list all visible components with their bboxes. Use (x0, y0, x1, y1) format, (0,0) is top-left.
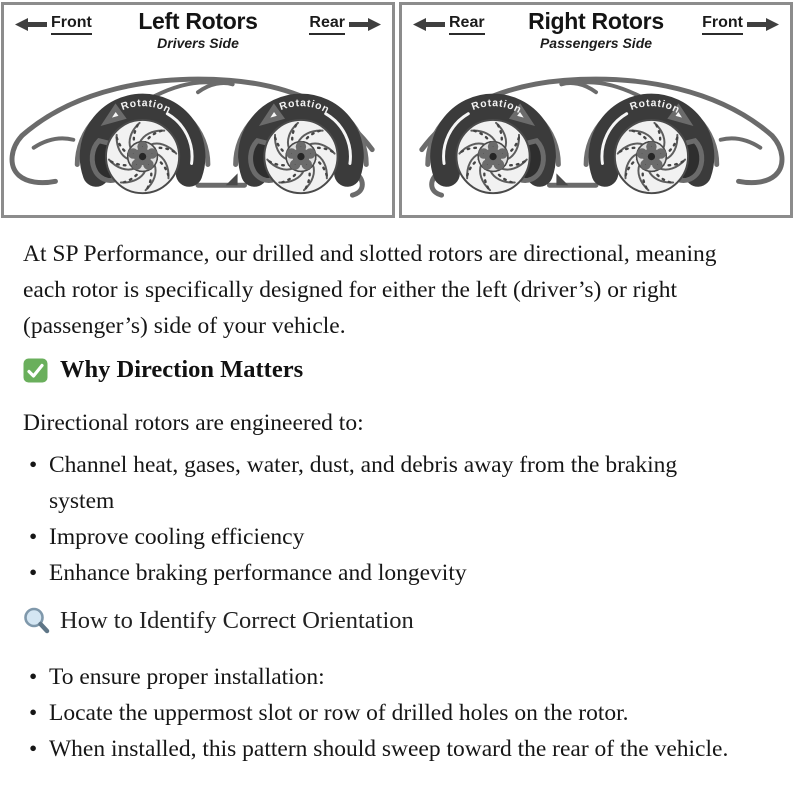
panel-subtitle: Passengers Side (539, 35, 653, 51)
car-illustration-right (402, 61, 790, 211)
identify-orientation-heading (23, 603, 740, 639)
lead-paragraph: Directional rotors are engineered to: (23, 410, 364, 436)
heading-text: How to Identify Correct Orientation (60, 607, 414, 634)
car-illustration-left (4, 61, 392, 211)
rotation-label: Rotation (278, 98, 332, 117)
why-direction-matters-heading (23, 355, 740, 385)
direction-text: Front (51, 15, 92, 35)
right-rotors-panel (399, 2, 793, 218)
rotation-label: Rotation (628, 98, 682, 117)
direction-text: Front (702, 15, 743, 35)
rear-direction-label (309, 15, 381, 35)
list-item: • Improve cooling efficiency (23, 519, 740, 555)
list-item: • Enhance braking performance and longevity (23, 555, 740, 591)
direction-text: Rear (449, 15, 485, 35)
panel-title: Right Rotors (528, 8, 664, 34)
list-item: • When installed, this pattern should sweep toward the rear of the vehicle. (23, 731, 740, 767)
intro-paragraph: At SP Performance, our drilled and slotted rotors are directional, meaning each rotor is specifically designed for either the left (driver’s) or right (passenger’s) side of your vehicle. (23, 241, 717, 339)
list-item: • Channel heat, gases, water, dust, and debris away from the braking system (23, 447, 740, 519)
heading-text: Why Direction Matters (60, 356, 304, 383)
rotor-direction-diagram (0, 0, 800, 220)
rotation-label: Rotation (470, 98, 524, 117)
panel-title: Left Rotors (138, 8, 258, 34)
left-rotors-panel (1, 2, 395, 218)
direction-text: Rear (309, 15, 345, 35)
front-arrow-icon (747, 18, 779, 31)
article-body (0, 220, 800, 767)
front-direction-label (702, 15, 779, 35)
list-item: • To ensure proper installation: (23, 659, 740, 695)
check-icon (23, 358, 48, 383)
panel-subtitle: Drivers Side (157, 35, 239, 51)
rear-arrow-icon (349, 18, 381, 31)
magnifying-glass-icon (23, 606, 51, 636)
list-item: • Locate the uppermost slot or row of drilled holes on the rotor. (23, 695, 740, 731)
rotation-label: Rotation (119, 98, 173, 117)
benefits-list (23, 447, 740, 591)
orientation-steps-list (23, 659, 740, 767)
